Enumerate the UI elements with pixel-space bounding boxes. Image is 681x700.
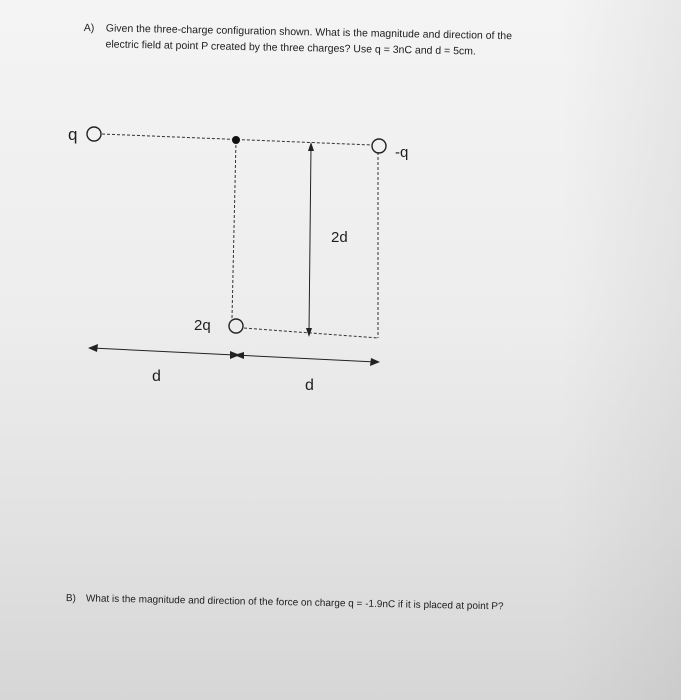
height-arrow-bottom bbox=[306, 328, 312, 337]
label-d-left: d bbox=[152, 368, 161, 385]
question-a-line1: Given the three-charge configuration shown. What is the magnitude and direction of the bbox=[105, 22, 513, 43]
label-2d: 2d bbox=[331, 229, 348, 246]
question-b-text: What is the magnitude and direction of the force on charge q = -1.9nC if it is placed at point P? bbox=[85, 593, 504, 613]
charge-q-circle bbox=[87, 127, 101, 141]
height-dimension-line bbox=[309, 146, 311, 333]
vertical-dashed-left bbox=[232, 140, 236, 318]
charge-neg-q-circle bbox=[372, 139, 386, 153]
label-d-right: d bbox=[305, 377, 314, 394]
horizontal-arrow-right bbox=[370, 358, 380, 366]
height-arrow-top bbox=[308, 142, 314, 151]
point-p-dot bbox=[232, 136, 240, 144]
question-b-number: B) bbox=[65, 592, 76, 605]
question-a-number: A) bbox=[83, 21, 95, 35]
question-a-line2: electric field at point P created by the three charges? Use q = 3nC and d = 5cm. bbox=[105, 38, 477, 58]
label-q: q bbox=[68, 125, 78, 144]
middle-tick-right bbox=[234, 352, 244, 359]
label-neg-q: -q bbox=[395, 144, 409, 161]
charge-2q-circle bbox=[229, 319, 243, 333]
label-2q: 2q bbox=[194, 317, 211, 334]
horizontal-arrow-left bbox=[88, 344, 98, 352]
